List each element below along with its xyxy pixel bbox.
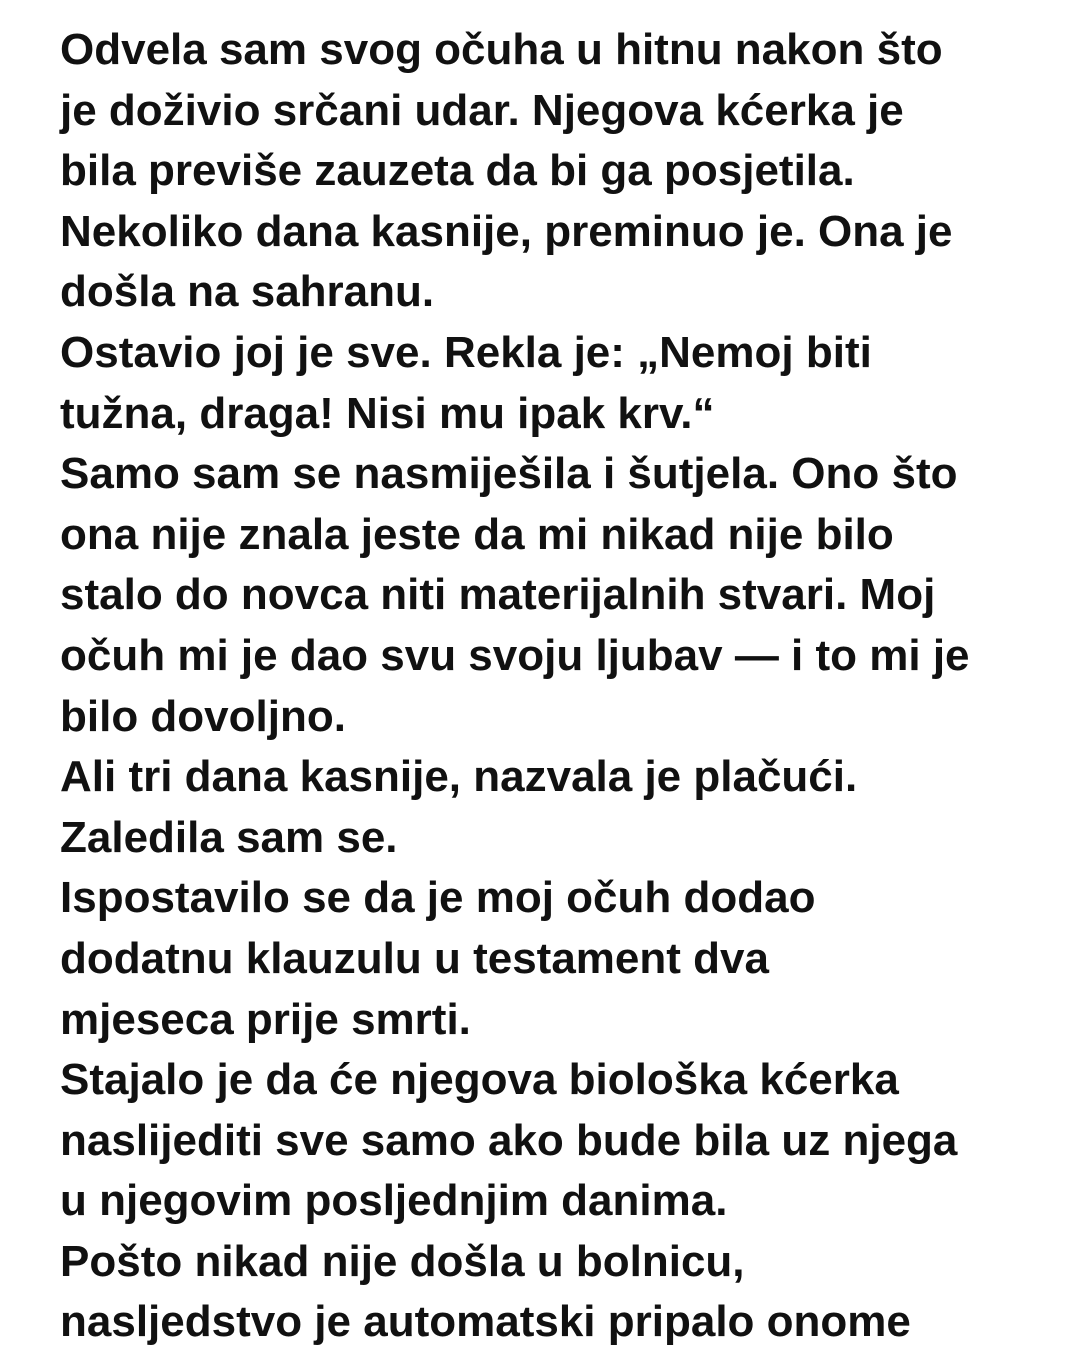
- post-text: [60, 20, 1040, 1353]
- text-line: Odvela sam svog očuha u hitnu nakon što: [60, 25, 943, 74]
- text-line: bila previše zauzeta da bi ga posjetila.: [60, 146, 855, 196]
- text-line: Ispostavilo se da je moj očuh dodao: [60, 873, 816, 923]
- text-line: ona nije znala jeste da mi nikad nije bilo: [60, 509, 894, 559]
- text-line: nasljedstvo je automatski pripalo onome: [60, 1297, 911, 1347]
- text-line: dodatnu klauzulu u testament dva: [60, 933, 769, 983]
- text-line: došla na sahranu.: [60, 267, 435, 317]
- text-line: tužna, draga! Nisi mu ipak krv.“: [60, 388, 715, 438]
- text-line: Zaledila sam se.: [60, 812, 398, 862]
- text-line: je doživio srčani udar. Njegova kćerka je: [60, 85, 904, 135]
- text-line: naslijediti sve samo ako bude bila uz njega: [60, 1115, 958, 1165]
- text-line: Samo sam se nasmiješila i šutjela. Ono što: [60, 449, 958, 499]
- text-line: mjeseca prije smrti.: [60, 994, 471, 1044]
- text-line: Stajalo je da će njegova biološka kćerka: [60, 1055, 899, 1105]
- text-line: u njegovim posljednjim danima.: [60, 1176, 728, 1226]
- text-line: Ostavio joj je sve. Rekla je: „Nemoj biti: [60, 327, 872, 377]
- text-line: Nekoliko dana kasnije, preminuo je. Ona je: [60, 206, 953, 256]
- text-line: bilo dovoljno.: [60, 691, 346, 741]
- text-line: Pošto nikad nije došla u bolnicu,: [60, 1236, 745, 1286]
- text-line: Ali tri dana kasnije, nazvala je plačući.: [60, 752, 858, 802]
- text-line: stalo do novca niti materijalnih stvari. Moj: [60, 570, 936, 620]
- text-line: očuh mi je dao svu svoju ljubav — i to mi je: [60, 630, 970, 680]
